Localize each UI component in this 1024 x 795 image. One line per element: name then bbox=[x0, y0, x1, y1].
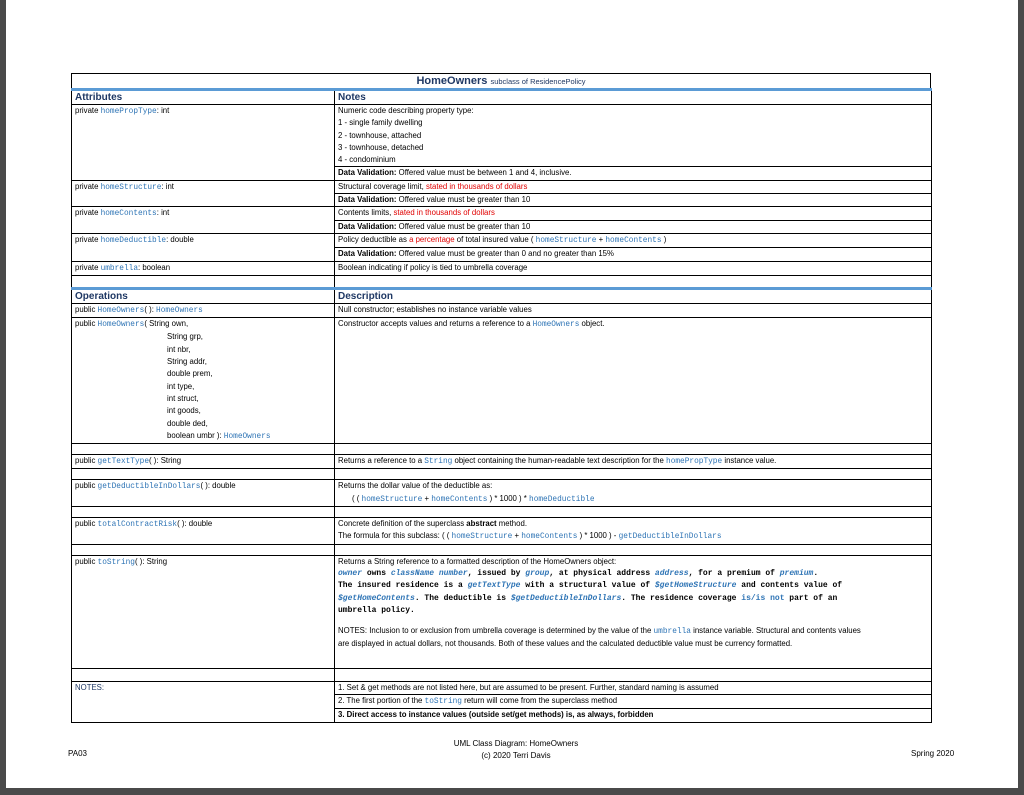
attribute-row-structure bbox=[72, 180, 932, 207]
attribute-row-deductible bbox=[72, 233, 932, 261]
op-totalcontractrisk: public totalContractRisk( ): double bbox=[72, 518, 335, 545]
description-header: Description bbox=[335, 288, 932, 303]
attribute-contents: private homeContents: int bbox=[72, 207, 335, 234]
attribute-row-umbrella bbox=[72, 261, 932, 275]
op-row-getdeductible bbox=[72, 480, 932, 507]
attribute-deductible: private homeDeductible: double bbox=[72, 233, 335, 261]
note-deductible: Policy deductible as a percentage of total insured value ( homeStructure + homeContents ) Data Validation: Offered value must be greater than 0 and no greater than 15% bbox=[335, 233, 932, 261]
op-null-constructor: public HomeOwners( ): HomeOwners bbox=[72, 303, 335, 317]
diagram-title bbox=[71, 73, 931, 88]
document-page bbox=[6, 0, 1018, 788]
op-row-gettexttype bbox=[72, 455, 932, 469]
uml-class-diagram bbox=[71, 73, 931, 723]
operations-header: Operations bbox=[72, 288, 335, 303]
notes-list: 1. Set & get methods are not listed here, but are assumed to be present. Further, standard naming is assumed 2. The first portion of the toString return will come from the superclass method 3. Direct access to instance values (outside set/get methods) is, as always, forbidden bbox=[335, 681, 932, 722]
operations-header-row bbox=[72, 288, 932, 303]
uml-table bbox=[71, 88, 932, 723]
attribute-structure: private homeStructure: int bbox=[72, 180, 335, 207]
note-proptype: Numeric code describing property type: 1 - single family dwelling 2 - townhouse, attached 3 - townhouse, detached 4 - condominium Data Validation: Offered value must be between 1 and 4, inclusive. bbox=[335, 105, 932, 181]
attributes-header-row bbox=[72, 90, 932, 105]
notes-row bbox=[72, 681, 932, 722]
class-subtitle: subclass of ResidencePolicy bbox=[490, 77, 586, 86]
op-row-tostring bbox=[72, 555, 932, 668]
attribute-proptype: private homePropType: int bbox=[72, 105, 335, 181]
footer-left: PA03 bbox=[68, 749, 87, 758]
footer-right: Spring 2020 bbox=[911, 749, 955, 758]
desc-gettexttype: Returns a reference to a String object containing the human-readable text description for the homePropType instance value. bbox=[335, 455, 932, 469]
attribute-row-contents bbox=[72, 207, 932, 234]
note-umbrella: Boolean indicating if policy is tied to umbrella coverage bbox=[335, 261, 932, 275]
notes-header: Notes bbox=[335, 90, 932, 105]
op-getdeductible: public getDeductibleInDollars( ): double bbox=[72, 480, 335, 507]
desc-totalcontractrisk: Concrete definition of the superclass abstract method. The formula for this subclass: ( ( homeStructure + homeContents ) * 1000 ) - getDeductibleInDollars bbox=[335, 518, 932, 545]
op-tostring: public toString( ): String bbox=[72, 555, 335, 668]
attribute-row-proptype bbox=[72, 105, 932, 181]
op-row-constructor bbox=[72, 318, 932, 444]
notes-label: NOTES: bbox=[72, 681, 335, 722]
desc-constructor: Constructor accepts values and returns a reference to a HomeOwners object. bbox=[335, 318, 932, 444]
attributes-header: Attributes bbox=[72, 90, 335, 105]
op-constructor: public HomeOwners( String own, String grp, int nbr, String addr, double prem, int type, int struct, int goods, double ded, boolean umbr ): HomeOwners bbox=[72, 318, 335, 444]
note-contents: Contents limits, stated in thousands of dollars Data Validation: Offered value must be greater than 10 bbox=[335, 207, 932, 234]
op-row-totalcontractrisk bbox=[72, 518, 932, 545]
attribute-name: homePropType bbox=[100, 108, 157, 116]
desc-tostring: Returns a String reference to a formatted description of the HomeOwners object: owner owns className number, issued by group, at physical address address, for a premium of premium. The insured residence is a getTextType with a structural value of $getHomeStructure and contents value of $getHomeContents. The deductible is $getDeductibleInDollars. The residence coverage is/is not part of an umbrella policy. NOTES: Inclusion to or exclusion from umbrella coverage is determined by the value of the umbrella instance variable. Structural and contents values are displayed in actual dollars, not thousands. Both of these values and the calculated deductible value must be currency formatted. bbox=[335, 555, 932, 668]
class-name: HomeOwners bbox=[416, 75, 488, 87]
desc-null-constructor: Null constructor; establishes no instance variable values bbox=[335, 303, 932, 317]
footer-center: UML Class Diagram: HomeOwners (c) 2020 Terri Davis bbox=[453, 739, 579, 760]
note-structure: Structural coverage limit, stated in thousands of dollars Data Validation: Offered value must be greater than 10 bbox=[335, 180, 932, 207]
op-gettexttype: public getTextType( ): String bbox=[72, 455, 335, 469]
attribute-umbrella: private umbrella: boolean bbox=[72, 261, 335, 275]
op-row-null-constructor bbox=[72, 303, 932, 317]
desc-getdeductible: Returns the dollar value of the deductible as: ( ( homeStructure + homeContents ) * 1000 ) * homeDeductible bbox=[335, 480, 932, 507]
